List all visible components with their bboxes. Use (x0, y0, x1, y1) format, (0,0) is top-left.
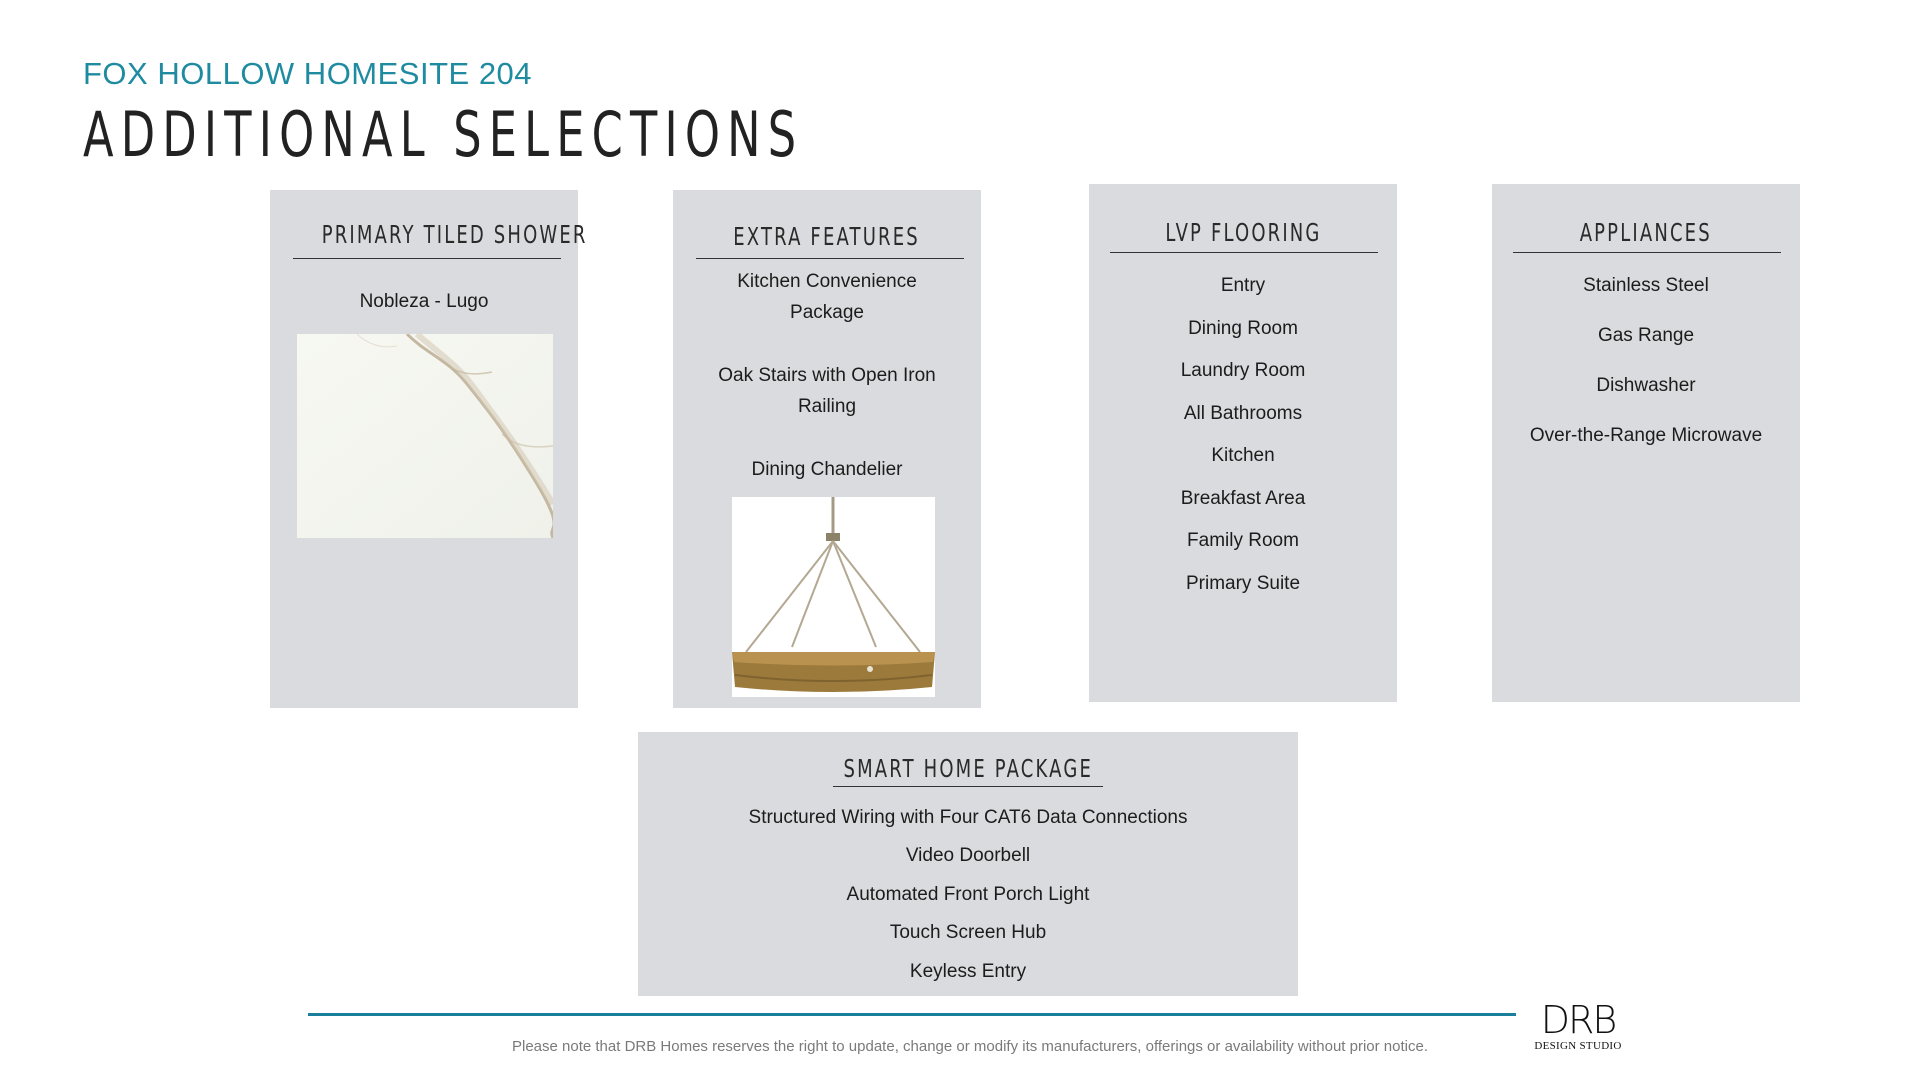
list-item: Dining Chandelier (751, 459, 903, 480)
list-item: Primary Suite (1185, 573, 1301, 594)
list-item: Nobleza - Lugo (359, 291, 489, 312)
footer-divider (308, 1013, 1516, 1016)
list-item: Structured Wiring with Four CAT6 Data Connections (748, 807, 1188, 828)
list-item: Automated Front Porch Light (846, 884, 1090, 905)
list-item: Touch Screen Hub (889, 922, 1047, 943)
footer-disclaimer: Please note that DRB Homes reserves the right to update, change or modify its manufacturers, offerings or availability without prior notice. (511, 1038, 1428, 1055)
list-item: Dishwasher (1596, 375, 1696, 396)
card-heading: SMART HOME PACKAGE (843, 754, 1093, 783)
logo-subtext: DESIGN STUDIO (1534, 1040, 1622, 1052)
list-item: Entry (1220, 275, 1266, 296)
list-item: Family Room (1187, 530, 1299, 551)
tile-swatch-image (297, 334, 553, 538)
list-item: Laundry Room (1180, 360, 1306, 381)
card-smart-home-package (638, 732, 1298, 996)
card-appliances (1492, 184, 1800, 702)
card-lvp-flooring (1089, 184, 1397, 702)
list-item: Keyless Entry (909, 961, 1027, 982)
card-heading: LVP FLOORING (1164, 218, 1322, 247)
list-item: Kitchen (1211, 445, 1275, 466)
list-item: Railing (797, 396, 857, 417)
card-primary-tiled-shower (270, 190, 588, 708)
list-item: Kitchen Convenience (737, 271, 917, 292)
list-item: Stainless Steel (1583, 275, 1709, 296)
card-heading: APPLIANCES (1579, 218, 1713, 247)
card-extra-features (673, 190, 981, 708)
page-title: ADDITIONAL SELECTIONS (83, 98, 804, 171)
chandelier-graphic (732, 497, 935, 697)
logo-mark: DRB (1540, 998, 1616, 1042)
list-item: Gas Range (1597, 325, 1695, 346)
list-item: Dining Room (1188, 318, 1298, 339)
list-item: Over-the-Range Microwave (1529, 425, 1763, 446)
list-item: Oak Stairs with Open Iron (718, 365, 936, 386)
homesite-subtitle: FOX HOLLOW HOMESITE 204 (83, 56, 533, 91)
list-item: All Bathrooms (1183, 403, 1303, 424)
heading-underline (1110, 252, 1378, 253)
list-item: Video Doorbell (905, 845, 1031, 866)
chandelier-image (732, 497, 935, 697)
drb-design-studio-logo (1528, 1000, 1628, 1056)
marble-veining-graphic (297, 334, 553, 538)
list-item: Package (790, 302, 864, 323)
heading-underline (696, 258, 964, 259)
heading-underline (293, 258, 561, 259)
heading-underline (1513, 252, 1781, 253)
heading-underline (833, 786, 1103, 787)
card-heading: EXTRA FEATURES (733, 222, 921, 251)
card-heading: PRIMARY TILED SHOWER (321, 220, 588, 249)
list-item: Breakfast Area (1180, 488, 1306, 509)
